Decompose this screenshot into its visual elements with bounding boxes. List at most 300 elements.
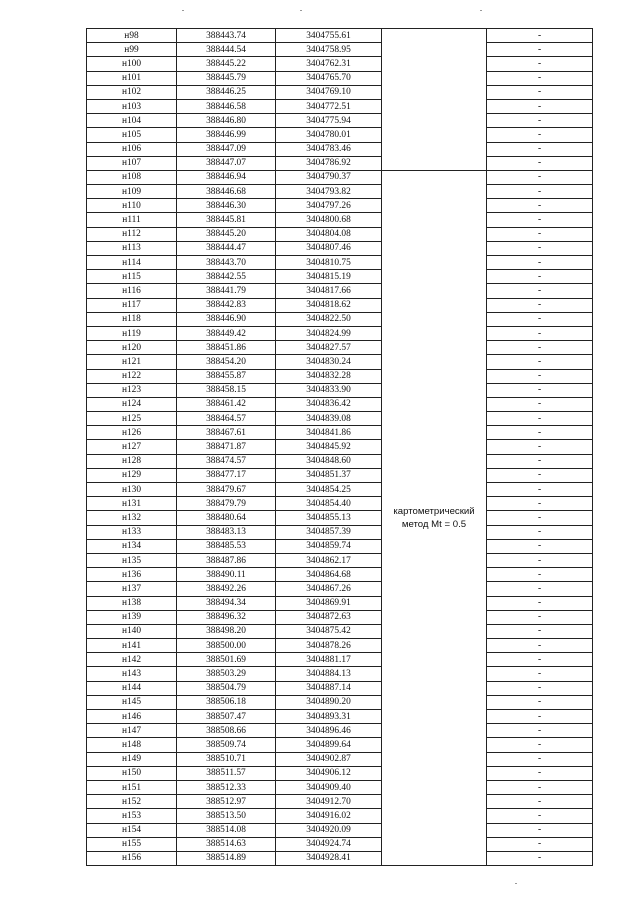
- y-coordinate-cell: 3404869.91: [276, 596, 382, 610]
- x-coordinate-cell: 388498.20: [177, 624, 276, 638]
- table-row: [87, 724, 593, 738]
- table-row: [87, 270, 593, 284]
- x-coordinate-cell: 388510.71: [177, 752, 276, 766]
- table-row: [87, 383, 593, 397]
- point-name-cell: н112: [87, 227, 177, 241]
- point-name-cell: н148: [87, 738, 177, 752]
- scan-speck: [515, 883, 517, 884]
- point-name-cell: н107: [87, 156, 177, 170]
- accuracy-cell: -: [487, 426, 593, 440]
- accuracy-cell: -: [487, 99, 593, 113]
- point-name-cell: н142: [87, 653, 177, 667]
- point-name-cell: н143: [87, 667, 177, 681]
- x-coordinate-cell: 388446.25: [177, 85, 276, 99]
- table-row: [87, 809, 593, 823]
- point-name-cell: н105: [87, 128, 177, 142]
- point-name-cell: н108: [87, 170, 177, 184]
- table-row: [87, 667, 593, 681]
- accuracy-cell: -: [487, 312, 593, 326]
- y-coordinate-cell: 3404924.74: [276, 837, 382, 851]
- accuracy-cell: -: [487, 213, 593, 227]
- accuracy-cell: -: [487, 29, 593, 43]
- point-name-cell: н106: [87, 142, 177, 156]
- y-coordinate-cell: 3404920.09: [276, 823, 382, 837]
- x-coordinate-cell: 388442.55: [177, 270, 276, 284]
- method-cell: [382, 170, 487, 865]
- x-coordinate-cell: 388485.53: [177, 539, 276, 553]
- accuracy-cell: -: [487, 128, 593, 142]
- table-row: [87, 596, 593, 610]
- point-name-cell: н134: [87, 539, 177, 553]
- accuracy-cell: -: [487, 596, 593, 610]
- x-coordinate-cell: 388443.70: [177, 256, 276, 270]
- x-coordinate-cell: 388512.33: [177, 780, 276, 794]
- accuracy-cell: -: [487, 809, 593, 823]
- table-row: [87, 114, 593, 128]
- table-row: [87, 525, 593, 539]
- point-name-cell: н110: [87, 199, 177, 213]
- y-coordinate-cell: 3404830.24: [276, 355, 382, 369]
- point-name-cell: н121: [87, 355, 177, 369]
- x-coordinate-cell: 388501.69: [177, 653, 276, 667]
- x-coordinate-cell: 388509.74: [177, 738, 276, 752]
- accuracy-cell: -: [487, 85, 593, 99]
- table-row: [87, 397, 593, 411]
- table-row: [87, 284, 593, 298]
- table-row: [87, 369, 593, 383]
- accuracy-cell: -: [487, 738, 593, 752]
- y-coordinate-cell: 3404899.64: [276, 738, 382, 752]
- accuracy-cell: -: [487, 795, 593, 809]
- y-coordinate-cell: 3404854.40: [276, 497, 382, 511]
- x-coordinate-cell: 388445.20: [177, 227, 276, 241]
- y-coordinate-cell: 3404906.12: [276, 766, 382, 780]
- y-coordinate-cell: 3404896.46: [276, 724, 382, 738]
- y-coordinate-cell: 3404884.13: [276, 667, 382, 681]
- point-name-cell: н102: [87, 85, 177, 99]
- y-coordinate-cell: 3404783.46: [276, 142, 382, 156]
- point-name-cell: н144: [87, 681, 177, 695]
- accuracy-cell: -: [487, 241, 593, 255]
- table-row: [87, 582, 593, 596]
- accuracy-cell: -: [487, 610, 593, 624]
- x-coordinate-cell: 388454.20: [177, 355, 276, 369]
- scan-speck: [480, 10, 482, 11]
- x-coordinate-cell: 388496.32: [177, 610, 276, 624]
- x-coordinate-cell: 388507.47: [177, 710, 276, 724]
- y-coordinate-cell: 3404800.68: [276, 213, 382, 227]
- accuracy-cell: -: [487, 412, 593, 426]
- table-row: [87, 99, 593, 113]
- accuracy-cell: -: [487, 780, 593, 794]
- x-coordinate-cell: 388490.11: [177, 568, 276, 582]
- y-coordinate-cell: 3404854.25: [276, 483, 382, 497]
- point-name-cell: н100: [87, 57, 177, 71]
- table-row: [87, 426, 593, 440]
- accuracy-cell: -: [487, 454, 593, 468]
- accuracy-cell: -: [487, 341, 593, 355]
- y-coordinate-cell: 3404859.74: [276, 539, 382, 553]
- point-name-cell: н147: [87, 724, 177, 738]
- point-name-cell: н124: [87, 397, 177, 411]
- accuracy-cell: -: [487, 582, 593, 596]
- point-name-cell: н131: [87, 497, 177, 511]
- y-coordinate-cell: 3404845.92: [276, 440, 382, 454]
- table-row: [87, 43, 593, 57]
- y-coordinate-cell: 3404864.68: [276, 568, 382, 582]
- table-row: [87, 71, 593, 85]
- coordinates-table-sheet: [86, 28, 592, 866]
- accuracy-cell: -: [487, 695, 593, 709]
- point-name-cell: н118: [87, 312, 177, 326]
- point-name-cell: н132: [87, 511, 177, 525]
- x-coordinate-cell: 388514.89: [177, 851, 276, 865]
- y-coordinate-cell: 3404839.08: [276, 412, 382, 426]
- x-coordinate-cell: 388494.34: [177, 596, 276, 610]
- point-name-cell: н150: [87, 766, 177, 780]
- table-row: [87, 837, 593, 851]
- x-coordinate-cell: 388446.30: [177, 199, 276, 213]
- accuracy-cell: -: [487, 397, 593, 411]
- y-coordinate-cell: 3404887.14: [276, 681, 382, 695]
- accuracy-cell: -: [487, 256, 593, 270]
- accuracy-cell: -: [487, 851, 593, 865]
- x-coordinate-cell: 388464.57: [177, 412, 276, 426]
- table-row: [87, 568, 593, 582]
- table-row: [87, 326, 593, 340]
- table-row: [87, 298, 593, 312]
- x-coordinate-cell: 388449.42: [177, 326, 276, 340]
- table-row: [87, 57, 593, 71]
- table-row: [87, 312, 593, 326]
- accuracy-cell: -: [487, 710, 593, 724]
- y-coordinate-cell: 3404912.70: [276, 795, 382, 809]
- x-coordinate-cell: 388447.09: [177, 142, 276, 156]
- x-coordinate-cell: 388514.08: [177, 823, 276, 837]
- x-coordinate-cell: 388474.57: [177, 454, 276, 468]
- table-row: [87, 539, 593, 553]
- y-coordinate-cell: 3404848.60: [276, 454, 382, 468]
- y-coordinate-cell: 3404833.90: [276, 383, 382, 397]
- table-row: [87, 695, 593, 709]
- point-name-cell: н119: [87, 326, 177, 340]
- accuracy-cell: -: [487, 326, 593, 340]
- accuracy-cell: -: [487, 156, 593, 170]
- point-name-cell: н130: [87, 483, 177, 497]
- table-body: [87, 29, 593, 866]
- y-coordinate-cell: 3404769.10: [276, 85, 382, 99]
- accuracy-cell: -: [487, 440, 593, 454]
- y-coordinate-cell: 3404786.92: [276, 156, 382, 170]
- point-name-cell: н128: [87, 454, 177, 468]
- x-coordinate-cell: 388514.63: [177, 837, 276, 851]
- x-coordinate-cell: 388480.64: [177, 511, 276, 525]
- point-name-cell: н116: [87, 284, 177, 298]
- accuracy-cell: -: [487, 539, 593, 553]
- x-coordinate-cell: 388444.47: [177, 241, 276, 255]
- x-coordinate-cell: 388479.67: [177, 483, 276, 497]
- method-name: картометрический: [393, 505, 475, 517]
- table-row: [87, 241, 593, 255]
- point-name-cell: н127: [87, 440, 177, 454]
- point-name-cell: н99: [87, 43, 177, 57]
- x-coordinate-cell: 388444.54: [177, 43, 276, 57]
- accuracy-cell: -: [487, 553, 593, 567]
- y-coordinate-cell: 3404867.26: [276, 582, 382, 596]
- point-name-cell: н104: [87, 114, 177, 128]
- table-row: [87, 752, 593, 766]
- x-coordinate-cell: 388442.83: [177, 298, 276, 312]
- accuracy-cell: -: [487, 511, 593, 525]
- x-coordinate-cell: 388446.80: [177, 114, 276, 128]
- point-name-cell: н146: [87, 710, 177, 724]
- accuracy-cell: -: [487, 639, 593, 653]
- accuracy-cell: -: [487, 284, 593, 298]
- accuracy-cell: -: [487, 837, 593, 851]
- table-row: [87, 710, 593, 724]
- scan-speck: [300, 10, 302, 11]
- accuracy-cell: -: [487, 383, 593, 397]
- method-accuracy: метод Mt = 0.5: [401, 518, 467, 530]
- table-row: [87, 29, 593, 43]
- point-name-cell: н149: [87, 752, 177, 766]
- point-name-cell: н155: [87, 837, 177, 851]
- y-coordinate-cell: 3404758.95: [276, 43, 382, 57]
- y-coordinate-cell: 3404890.20: [276, 695, 382, 709]
- table-row: [87, 497, 593, 511]
- accuracy-cell: -: [487, 71, 593, 85]
- y-coordinate-cell: 3404807.46: [276, 241, 382, 255]
- x-coordinate-cell: 388461.42: [177, 397, 276, 411]
- accuracy-cell: -: [487, 766, 593, 780]
- accuracy-cell: -: [487, 142, 593, 156]
- y-coordinate-cell: 3404775.94: [276, 114, 382, 128]
- point-name-cell: н135: [87, 553, 177, 567]
- table-row: [87, 483, 593, 497]
- table-row: [87, 639, 593, 653]
- table-row: [87, 610, 593, 624]
- point-name-cell: н137: [87, 582, 177, 596]
- y-coordinate-cell: 3404893.31: [276, 710, 382, 724]
- accuracy-cell: -: [487, 568, 593, 582]
- x-coordinate-cell: 388506.18: [177, 695, 276, 709]
- table-row: [87, 511, 593, 525]
- table-row: [87, 454, 593, 468]
- x-coordinate-cell: 388446.99: [177, 128, 276, 142]
- accuracy-cell: -: [487, 369, 593, 383]
- table-row: [87, 553, 593, 567]
- accuracy-cell: -: [487, 270, 593, 284]
- x-coordinate-cell: 388511.57: [177, 766, 276, 780]
- table-row: [87, 681, 593, 695]
- y-coordinate-cell: 3404765.70: [276, 71, 382, 85]
- y-coordinate-cell: 3404780.01: [276, 128, 382, 142]
- point-name-cell: н154: [87, 823, 177, 837]
- y-coordinate-cell: 3404872.63: [276, 610, 382, 624]
- y-coordinate-cell: 3404832.28: [276, 369, 382, 383]
- point-name-cell: н153: [87, 809, 177, 823]
- x-coordinate-cell: 388441.79: [177, 284, 276, 298]
- y-coordinate-cell: 3404772.51: [276, 99, 382, 113]
- x-coordinate-cell: 388477.17: [177, 468, 276, 482]
- x-coordinate-cell: 388500.00: [177, 639, 276, 653]
- y-coordinate-cell: 3404851.37: [276, 468, 382, 482]
- x-coordinate-cell: 388451.86: [177, 341, 276, 355]
- y-coordinate-cell: 3404818.62: [276, 298, 382, 312]
- table-row: [87, 185, 593, 199]
- point-name-cell: н129: [87, 468, 177, 482]
- y-coordinate-cell: 3404793.82: [276, 185, 382, 199]
- table-row: [87, 85, 593, 99]
- point-name-cell: н125: [87, 412, 177, 426]
- y-coordinate-cell: 3404928.41: [276, 851, 382, 865]
- point-name-cell: н109: [87, 185, 177, 199]
- accuracy-cell: -: [487, 227, 593, 241]
- accuracy-cell: -: [487, 667, 593, 681]
- point-name-cell: н140: [87, 624, 177, 638]
- y-coordinate-cell: 3404827.57: [276, 341, 382, 355]
- y-coordinate-cell: 3404817.66: [276, 284, 382, 298]
- y-coordinate-cell: 3404824.99: [276, 326, 382, 340]
- x-coordinate-cell: 388446.68: [177, 185, 276, 199]
- y-coordinate-cell: 3404762.31: [276, 57, 382, 71]
- table-row: [87, 823, 593, 837]
- y-coordinate-cell: 3404836.42: [276, 397, 382, 411]
- x-coordinate-cell: 388508.66: [177, 724, 276, 738]
- point-name-cell: н138: [87, 596, 177, 610]
- table-row: [87, 780, 593, 794]
- x-coordinate-cell: 388455.87: [177, 369, 276, 383]
- accuracy-cell: -: [487, 57, 593, 71]
- point-name-cell: н103: [87, 99, 177, 113]
- point-name-cell: н133: [87, 525, 177, 539]
- table-row: [87, 156, 593, 170]
- x-coordinate-cell: 388479.79: [177, 497, 276, 511]
- y-coordinate-cell: 3404878.26: [276, 639, 382, 653]
- scan-speck: [182, 10, 184, 11]
- accuracy-cell: -: [487, 298, 593, 312]
- x-coordinate-cell: 388446.58: [177, 99, 276, 113]
- x-coordinate-cell: 388445.22: [177, 57, 276, 71]
- point-name-cell: н136: [87, 568, 177, 582]
- x-coordinate-cell: 388458.15: [177, 383, 276, 397]
- y-coordinate-cell: 3404804.08: [276, 227, 382, 241]
- point-name-cell: н111: [87, 213, 177, 227]
- x-coordinate-cell: 388443.74: [177, 29, 276, 43]
- table-row: [87, 341, 593, 355]
- accuracy-cell: -: [487, 681, 593, 695]
- accuracy-cell: -: [487, 653, 593, 667]
- point-name-cell: н156: [87, 851, 177, 865]
- y-coordinate-cell: 3404902.87: [276, 752, 382, 766]
- x-coordinate-cell: 388471.87: [177, 440, 276, 454]
- point-name-cell: н98: [87, 29, 177, 43]
- y-coordinate-cell: 3404875.42: [276, 624, 382, 638]
- accuracy-cell: -: [487, 497, 593, 511]
- table-row: [87, 128, 593, 142]
- point-name-cell: н114: [87, 256, 177, 270]
- accuracy-cell: -: [487, 525, 593, 539]
- x-coordinate-cell: 388446.90: [177, 312, 276, 326]
- accuracy-cell: -: [487, 170, 593, 184]
- point-name-cell: н145: [87, 695, 177, 709]
- accuracy-cell: -: [487, 114, 593, 128]
- accuracy-cell: -: [487, 185, 593, 199]
- x-coordinate-cell: 388513.50: [177, 809, 276, 823]
- point-name-cell: н113: [87, 241, 177, 255]
- table-row: [87, 738, 593, 752]
- x-coordinate-cell: 388483.13: [177, 525, 276, 539]
- y-coordinate-cell: 3404881.17: [276, 653, 382, 667]
- point-name-cell: н123: [87, 383, 177, 397]
- table-row: [87, 795, 593, 809]
- y-coordinate-cell: 3404841.86: [276, 426, 382, 440]
- accuracy-cell: -: [487, 199, 593, 213]
- table-row: [87, 468, 593, 482]
- x-coordinate-cell: 388445.79: [177, 71, 276, 85]
- table-row: [87, 624, 593, 638]
- y-coordinate-cell: 3404862.17: [276, 553, 382, 567]
- x-coordinate-cell: 388445.81: [177, 213, 276, 227]
- x-coordinate-cell: 388446.94: [177, 170, 276, 184]
- point-name-cell: н139: [87, 610, 177, 624]
- point-name-cell: н151: [87, 780, 177, 794]
- y-coordinate-cell: 3404909.40: [276, 780, 382, 794]
- y-coordinate-cell: 3404822.50: [276, 312, 382, 326]
- point-name-cell: н117: [87, 298, 177, 312]
- accuracy-cell: -: [487, 483, 593, 497]
- y-coordinate-cell: 3404790.37: [276, 170, 382, 184]
- table-row: [87, 766, 593, 780]
- table-row: [87, 440, 593, 454]
- point-name-cell: н122: [87, 369, 177, 383]
- method-cell-empty: [382, 29, 487, 171]
- x-coordinate-cell: 388512.97: [177, 795, 276, 809]
- table-row: [87, 355, 593, 369]
- accuracy-cell: -: [487, 823, 593, 837]
- y-coordinate-cell: 3404810.75: [276, 256, 382, 270]
- accuracy-cell: -: [487, 752, 593, 766]
- x-coordinate-cell: 388503.29: [177, 667, 276, 681]
- table-row: [87, 256, 593, 270]
- point-name-cell: н126: [87, 426, 177, 440]
- table-row: [87, 412, 593, 426]
- point-name-cell: н120: [87, 341, 177, 355]
- point-name-cell: н101: [87, 71, 177, 85]
- y-coordinate-cell: 3404855.13: [276, 511, 382, 525]
- table-row: [87, 213, 593, 227]
- y-coordinate-cell: 3404797.26: [276, 199, 382, 213]
- accuracy-cell: -: [487, 468, 593, 482]
- x-coordinate-cell: 388492.26: [177, 582, 276, 596]
- point-name-cell: н115: [87, 270, 177, 284]
- accuracy-cell: -: [487, 43, 593, 57]
- x-coordinate-cell: 388487.86: [177, 553, 276, 567]
- accuracy-cell: -: [487, 355, 593, 369]
- point-name-cell: н141: [87, 639, 177, 653]
- table-row: [87, 227, 593, 241]
- table-row: [87, 851, 593, 865]
- accuracy-cell: -: [487, 724, 593, 738]
- table-row: [87, 142, 593, 156]
- y-coordinate-cell: 3404857.39: [276, 525, 382, 539]
- y-coordinate-cell: 3404815.19: [276, 270, 382, 284]
- x-coordinate-cell: 388447.07: [177, 156, 276, 170]
- table-row: [87, 653, 593, 667]
- point-name-cell: н152: [87, 795, 177, 809]
- y-coordinate-cell: 3404755.61: [276, 29, 382, 43]
- x-coordinate-cell: 388504.79: [177, 681, 276, 695]
